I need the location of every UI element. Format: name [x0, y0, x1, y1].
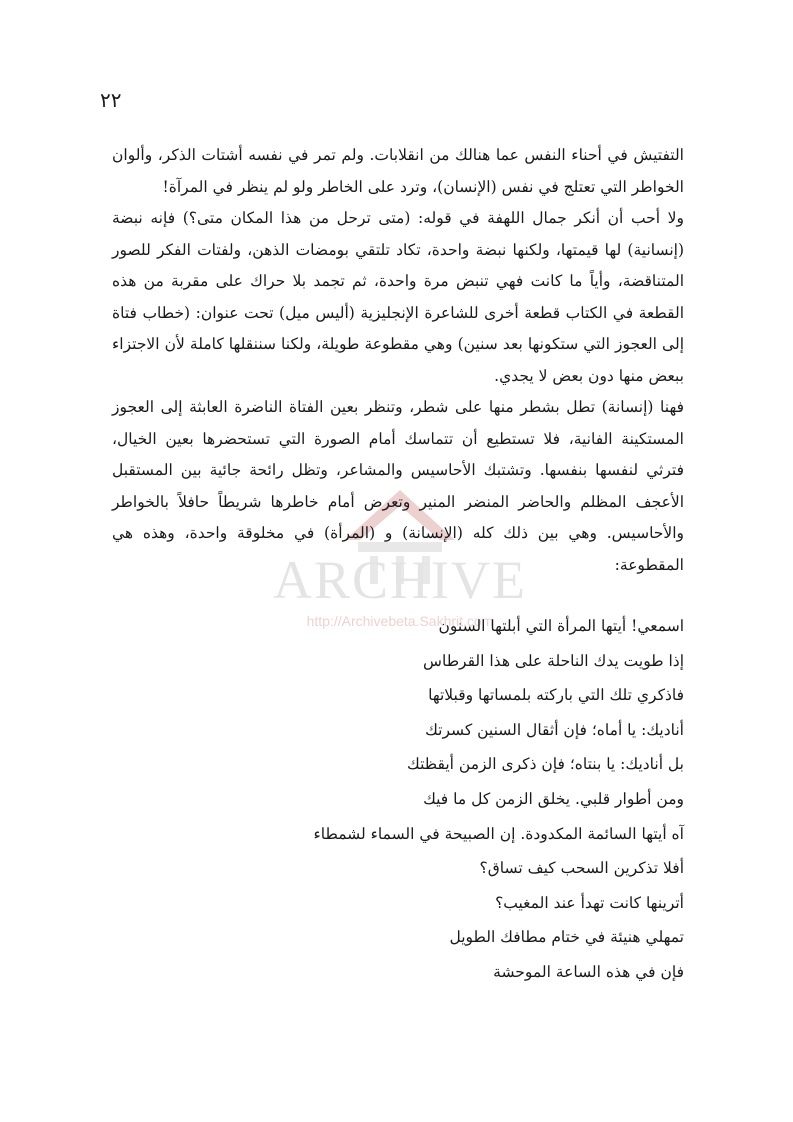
paragraph: التفتيش في أحناء النفس عما هنالك من انقلابات. ولم تمر في نفسه أشتات الذكر، وألوان الخواطر التي تعتلج في نفس (الإنسان)، وترد على الخاطر ولو لم ينظر في المرآة! — [112, 146, 684, 196]
paragraph: ولا أحب أن أنكر جمال اللهفة في قوله: (متى ترحل من هذا المكان متى؟) فإنه نبضة (إنسانية) لها قيمتها، ولكنها نبضة واحدة، تكاد تلتقي بومضات الذهن، ولفتات الفكر للصور المتناقضة، وأياً ما كانت فهي تنبض مرة واحدة، ثم تجمد بلا حراك على مقربة من هذه القطعة في الكتاب قطعة أخرى للشاعرة الإنجليزية (أليس ميل) تحت عنوان: (خطاب فتاة إلى العجوز التي ستكونها بعد سنين) وهي مقطوعة طويلة، ولكنا سننقلها كاملة لأن الاجتزاء ببعض منها دون بعض لا يجدي. — [112, 209, 684, 385]
poem-verse: أناديك: يا أماه؛ فإن أثقال السنين كسرتك — [425, 720, 684, 739]
poem-verse: فإن في هذه الساعة الموحشة — [493, 962, 684, 981]
poem-verse: فاذكري تلك التي باركته بلمساتها وقبلاتها — [428, 686, 684, 705]
poem-verse: ومن أطوار قلبي. يخلق الزمن كل ما فيك — [423, 789, 684, 808]
poem-verse: بل أناديك: يا بنتاه؛ فإن ذكرى الزمن أيقظتك — [407, 755, 684, 774]
svg-text:http://Archivebeta.Sakhrit.com: http://Archivebeta.Sakhrit.com — [306, 613, 494, 629]
svg-text:ARCHIVE: ARCHIVE — [273, 550, 527, 610]
poem-verse: اسمعي! أيتها المرأة التي أبلتها السنون — [438, 617, 684, 635]
poem — [112, 609, 684, 990]
poem-verse: أترينها كانت تهدأ عند المغيب؟ — [495, 893, 684, 912]
poem-verse: آه أيتها السائمة المكدودة. إن الصبيحة في السماء لشمطاء — [313, 824, 684, 843]
body-text — [112, 140, 684, 581]
page-number: ٢٢ — [100, 88, 122, 112]
paragraph: فهنا (إنسانة) تطل بشطر منها على شطر، وتنظر بعين الفتاة الناضرة العابثة إلى العجوز المستكينة الفانية، فلا تستطيع أن تتماسك أمام الصورة التي تستحضرها بعين الخيال، فترثي لنفسها بنفسها. وتشتبك الأحاسيس والمشاعر، وتظل رائحة جائية بين المستقبل الأعجف المظلم والحاضر المنضر المنير وتعرض أمام خاطرها شريطاً حافلاً بالخواطر والأحاسيس. وهي بين ذلك كله (الإنسانة) و (المرأة) في مخلوقة واحدة، وهذه هي المقطوعة: — [112, 398, 684, 574]
poem-verse: إذا طويت يدك الناحلة على هذا القرطاس — [423, 651, 684, 670]
poem-verse: تمهلي هنيئة في ختام مطافك الطويل — [449, 928, 684, 947]
poem-verse: أفلا تذكرين السحب كيف تساق؟ — [479, 859, 684, 878]
